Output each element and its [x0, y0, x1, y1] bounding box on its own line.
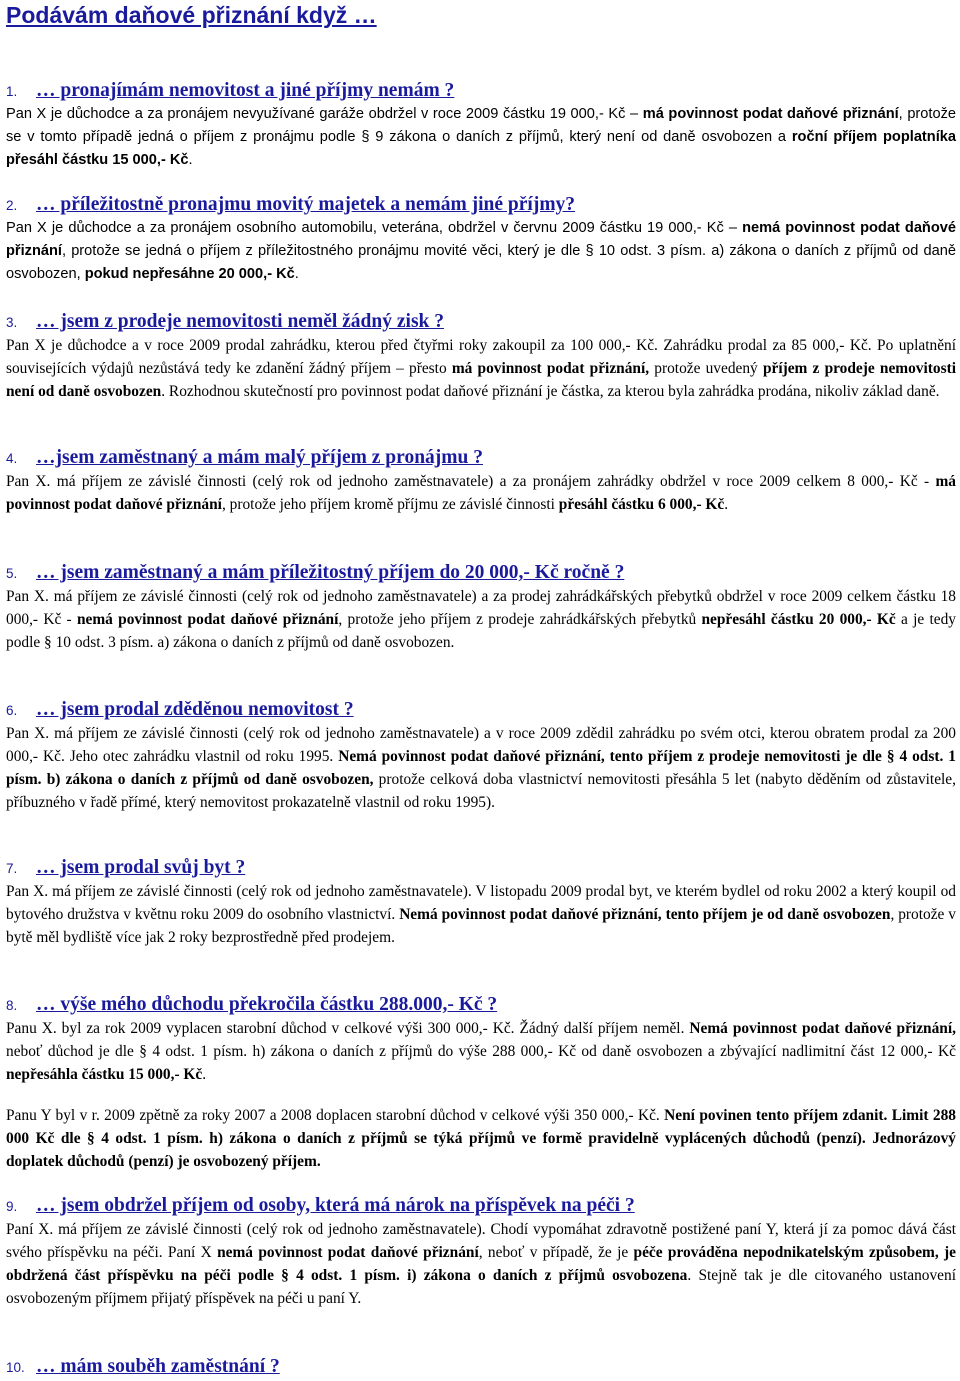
text-run: Pan X. má příjem ze závislé činnosti (celý rok od jednoho zaměstnavatele) a za pronájem zahrádky obdržel v roce 2009 celkem 8 000,- Kč - — [6, 473, 936, 490]
section-paragraph-6 — [6, 722, 956, 814]
section-title: … jsem prodal zděděnou nemovitost ? — [36, 699, 354, 720]
section-paragraph-5 — [6, 585, 956, 654]
text-run: Panu Y byl v r. 2009 zpětně za roky 2007 a 2008 doplacen starobní důchod v celkové výši 350 000,- Kč. — [6, 1107, 665, 1124]
section-title: … mám souběh zaměstnání ? — [36, 1356, 280, 1377]
section-number: 8. — [6, 998, 18, 1013]
bold-text-run: má povinnost podat přiznání, — [451, 360, 650, 377]
text-run: , protože v bytě měl bydliště více jak 2 roky bezprostředně před prodejem. — [6, 906, 956, 946]
section-number: 2. — [6, 198, 18, 213]
section-number: 10. — [6, 1360, 25, 1375]
section-heading-1 — [6, 79, 454, 104]
text-run: Pan X. má příjem ze závislé činnosti (celý rok od jednoho zaměstnavatele) a za prodej zahrádkářských přebytků obdržel v roce 2009 celkem částku 18 000,- Kč - — [6, 588, 956, 628]
text-run: . Rozhodnou skutečností pro povinnost podat daňové přiznání je částka, za kterou byla zahrádka prodána, nikoliv základ daně. — [161, 383, 940, 400]
section-heading-4 — [6, 446, 483, 471]
section-heading-10 — [6, 1355, 280, 1380]
section-paragraph-8a — [6, 1017, 956, 1086]
text-run: , protože se v tomto případě jedná o příjem z pronájmu podle § 9 zákona o daních z příjmů, který není od daně osvobozen a — [6, 106, 956, 145]
text-run: Pan X je důchodce a za pronájem osobního automobilu, veterána, obdržel v červnu 2009 částku 19 000,- Kč – — [6, 220, 743, 236]
bold-text-run: Nemá povinnost podat daňové přiznání, tento příjem z prodeje nemovitosti je dle § 4 odst. 1 písm. b) zákona o daních z příjmů od daně osvobozen, — [6, 748, 956, 788]
text-run: neboť důchod je dle § 4 odst. 1 písm. h) zákona o daních z příjmů do výše 288 000,- Kč od daně osvobozen a zbývající nadlimitní část 12 000,- Kč — [6, 1043, 956, 1060]
section-title: … výše mého důchodu překročila částku 288.000,- Kč ? — [36, 994, 498, 1015]
bold-text-run: nemá povinnost podat daňové přiznání — [217, 1244, 479, 1261]
section-heading-2 — [6, 193, 575, 218]
bold-text-run: má povinnost podat daňové přiznání — [6, 473, 956, 513]
text-run: . — [294, 266, 299, 282]
text-run: , protože se jedná o příjem z příležitostného pronájmu movité věci, který je dle § 10 odst. 3 písm. a) zákona o daních z příjmů od daně osvobozen, — [6, 243, 956, 282]
section-heading-7 — [6, 856, 245, 881]
section-paragraph-7 — [6, 880, 956, 949]
bold-text-run: nemá povinnost podat daňové přiznání — [6, 220, 956, 259]
text-run: protože celková doba vlastnictví nemovitosti přesáhla 5 let (nabyto děděním od zůstavitele, příbuzného v řadě přímé, který nemovitost prokazatelně vlastnil od roku 1995). — [6, 771, 956, 811]
bold-text-run: nepřesáhla částku 15 000,- Kč — [6, 1066, 203, 1083]
section-heading-5 — [6, 561, 624, 586]
section-heading-6 — [6, 698, 354, 723]
bold-text-run: péče prováděna nepodnikatelským způsobem, je obdržená část příspěvku na péči podle § 4 odst. 1 písm. i) zákona o daních z příjmů osvobozena — [6, 1244, 956, 1284]
section-paragraph-9 — [6, 1218, 956, 1310]
text-run: . — [188, 152, 193, 168]
text-run: Paní X. má příjem ze závislé činnosti (celý rok od jednoho zaměstnavatele). Chodí vypomáhat zdravotně postižené paní Y, která jí za pomoc dává část svého příspěvku na péči. Paní X — [6, 1221, 956, 1261]
text-run: Pan X je důchodce a za pronájem nevyužívané garáže obdržel v roce 2009 částku 19 000,- Kč – — [6, 106, 643, 122]
section-number: 4. — [6, 451, 18, 466]
section-number: 6. — [6, 703, 18, 718]
text-run: Panu X. byl za rok 2009 vyplacen starobní důchod v celkové výši 300 000,- Kč. Žádný další příjem neměl. — [6, 1020, 690, 1037]
section-title: … příležitostně pronajmu movitý majetek a nemám jiné příjmy? — [36, 194, 576, 215]
section-title: …jsem zaměstnaný a mám malý příjem z pronájmu ? — [36, 447, 483, 468]
bold-text-run: přesáhl částku 6 000,- Kč — [558, 496, 725, 513]
section-title: … jsem obdržel příjem od osoby, která má nárok na příspěvek na péči ? — [36, 1195, 635, 1216]
text-run: . Stejně tak je dle citovaného ustanovení osvobozeným příjmem přijatý příspěvek na péči u paní Y. — [6, 1267, 956, 1307]
section-number: 1. — [6, 84, 18, 99]
text-run: , protože jeho příjem z prodeje zahrádkářských přebytků — [338, 611, 702, 628]
section-paragraph-2 — [6, 217, 956, 286]
section-paragraph-8b — [6, 1104, 956, 1173]
text-run: Pan X. má příjem ze závislé činnosti (celý rok od jednoho zaměstnavatele) a v roce 2009 zdědil zahrádku po svém otci, kterou obratem prodal za 200 000,- Kč. Jeho otec zahrádku vlastnil od roku 1995. — [6, 725, 956, 765]
bold-text-run: roční příjem poplatníka přesáhl částku 15 000,- Kč — [6, 129, 956, 168]
section-number: 7. — [6, 861, 18, 876]
text-run: . — [724, 496, 729, 513]
section-number: 5. — [6, 566, 18, 581]
document-title: Podávám daňové přiznání když … — [6, 2, 377, 28]
text-run: protože uvedený — [649, 360, 763, 377]
section-heading-9 — [6, 1194, 635, 1219]
bold-text-run: Není povinen tento příjem zdanit. Limit 288 000 Kč dle § 4 odst. 1 písm. h) zákona o daních z příjmů se týká příjmů ve formě pravidelně vyplácených důchodů (penzí). Jednorázový doplatek důchodů (penzí) je osvobozený příjem. — [6, 1107, 956, 1170]
section-title: … pronajímám nemovitost a jiné příjmy nemám ? — [36, 80, 455, 101]
bold-text-run: má povinnost podat daňové přiznání — [642, 106, 899, 122]
text-run: Pan X je důchodce a v roce 2009 prodal zahrádku, kterou před čtyřmi roky zakoupil za 100 000,- Kč. Zahrádku prodal za 85 000,- Kč. Po uplatnění souvisejících výdajů nezůstává tedy ke zdanění žádný příjem – přesto — [6, 337, 956, 377]
section-paragraph-3 — [6, 334, 956, 403]
section-paragraph-4 — [6, 470, 956, 516]
bold-text-run: nepřesáhl částku 20 000,- Kč — [701, 611, 896, 628]
bold-text-run: příjem z prodeje nemovitosti není od daně osvobozen — [6, 360, 956, 400]
bold-text-run: Nemá povinnost podat daňové přiznání, — [689, 1020, 956, 1037]
bold-text-run: pokud nepřesáhne 20 000,- Kč — [84, 266, 295, 282]
section-heading-8 — [6, 993, 497, 1018]
section-number: 9. — [6, 1199, 18, 1214]
bold-text-run: nemá povinnost podat daňové přiznání — [76, 611, 339, 628]
section-title: … jsem zaměstnaný a mám příležitostný příjem do 20 000,- Kč ročně ? — [36, 562, 625, 583]
section-number: 3. — [6, 315, 18, 330]
text-run: , neboť v případě, že je — [478, 1244, 634, 1261]
section-title: … jsem z prodeje nemovitosti neměl žádný zisk ? — [36, 311, 445, 332]
text-run: . — [202, 1066, 207, 1083]
text-run: a je tedy podle § 10 odst. 3 písm. a) zákona o daních z příjmů od daně osvobozen. — [6, 611, 956, 651]
section-paragraph-1 — [6, 103, 956, 172]
section-title: … jsem prodal svůj byt ? — [36, 857, 246, 878]
section-heading-3 — [6, 310, 444, 335]
bold-text-run: Nemá povinnost podat daňové přiznání, tento příjem je od daně osvobozen — [399, 906, 891, 923]
text-run: Pan X. má příjem ze závislé činnosti (celý rok od jednoho zaměstnavatele). V listopadu 2009 prodal byt, ve kterém bydlel od roku 2002 a který koupil od bytového družstva v květnu roku 2009 do osobního vlastnictví. — [6, 883, 956, 923]
text-run: , protože jeho příjem kromě příjmu ze závislé činnosti — [221, 496, 559, 513]
